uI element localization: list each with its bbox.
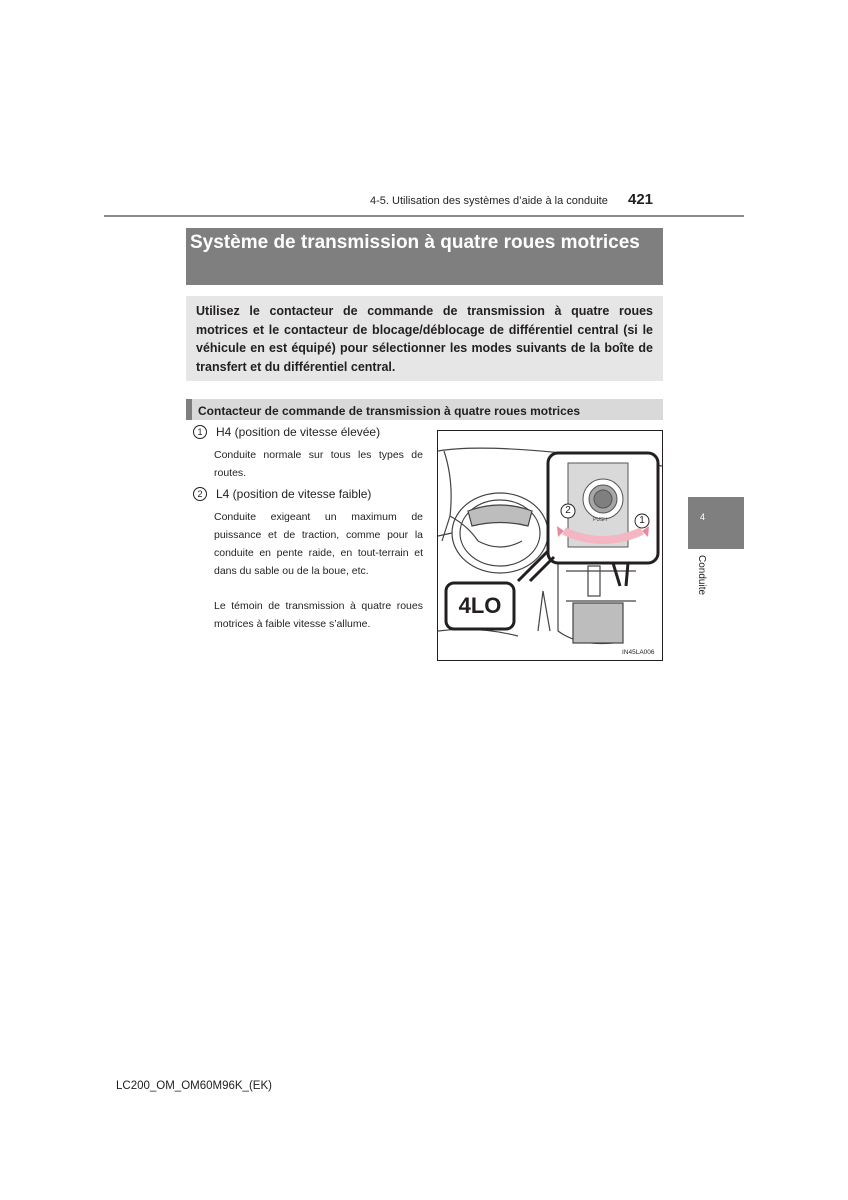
figure-code: IN45LA006: [622, 649, 655, 656]
chapter-tab: [688, 497, 744, 549]
page-number: 421: [628, 191, 654, 208]
subsection-header: [186, 399, 663, 420]
dial-push-label: PUSH: [593, 517, 607, 523]
header-rule: [104, 215, 744, 217]
item-description-h4: Conduite normale sur tous les types de routes.: [214, 449, 423, 479]
item-number-1: 1: [193, 425, 207, 439]
section-title-box: [186, 228, 663, 285]
intro-box: [186, 296, 663, 381]
dashboard-illustration: [437, 430, 663, 661]
4lo-indicator-label: 4LO: [458, 593, 502, 618]
section-title: Système de transmission à quatre roues motrices: [190, 232, 640, 253]
item-label-l4: L4 (position de vitesse faible): [216, 487, 372, 501]
item-note-l4: Le témoin de transmission à quatre roues motrices à faible vitesse s’allume.: [214, 600, 423, 630]
chapter-number: 4: [700, 512, 706, 522]
callout-2: 2: [565, 505, 571, 516]
intro-text: Utilisez le contacteur de commande de transmission à quatre roues motrices et le contacteur de blocage/déblocage de différentiel central (si le véhicule en est équipé) pour sélectionner les modes suivants de la boîte de transfert et du différentiel central.: [196, 304, 653, 374]
item-label-h4: H4 (position de vitesse élevée): [216, 425, 381, 439]
item-number-2: 2: [193, 487, 207, 501]
footer-code: LC200_OM_OM60M96K_(EK): [116, 1080, 272, 1092]
header-section-title: 4-5. Utilisation des systèmes d’aide à la conduite: [370, 195, 608, 207]
item-description-l4: Conduite exigeant un maximum de puissance et de traction, comme pour la conduite en pente raide, en tout-terrain et dans du sable ou de la boue, etc.: [214, 511, 423, 577]
list-item-h4: [193, 425, 380, 439]
chapter-label: Conduite: [696, 555, 707, 596]
list-item-l4: [193, 487, 371, 501]
callout-1: 1: [639, 515, 645, 526]
subsection-title: Contacteur de commande de transmission à quatre roues motrices: [198, 404, 581, 418]
